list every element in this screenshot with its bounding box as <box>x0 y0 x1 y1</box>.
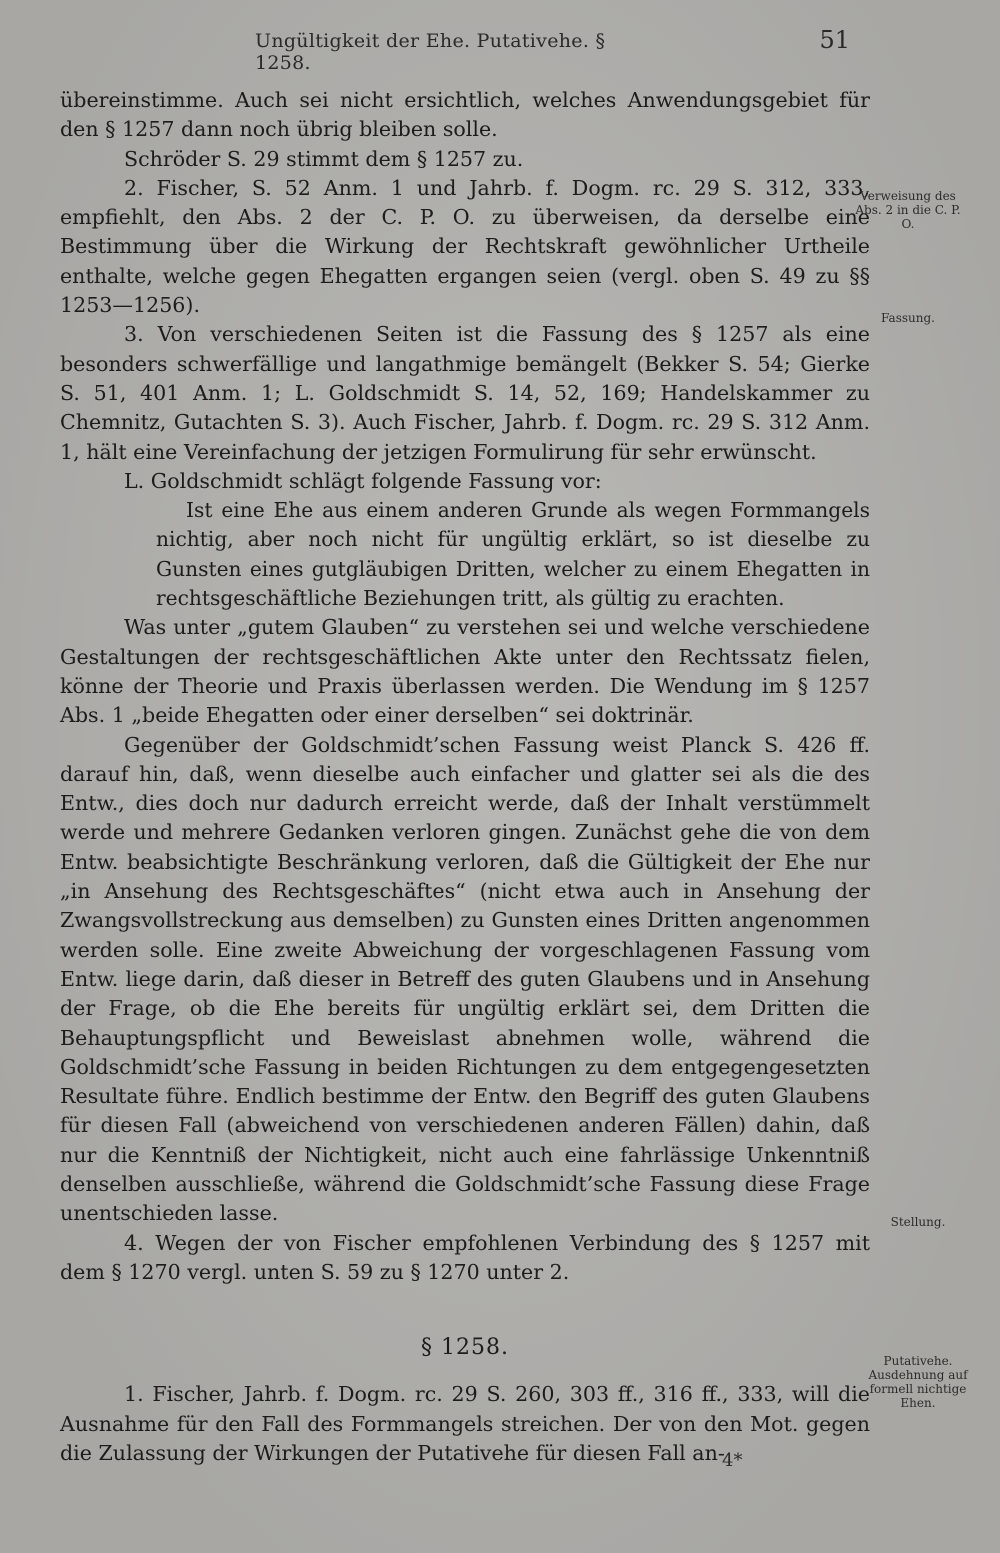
paragraph: Was unter „gutem Glauben“ zu verstehen sei und welche verschiedene Gestaltungen der rechtsgeschäftlichen Akte unter den Rechtssatz fielen, könne der Theorie und Praxis überlassen werden. Die Wendung im § 1257 Abs. 1 „beide Ehegatten oder einer derselben“ sei doktrinär. <box>60 615 870 728</box>
paragraph: übereinstimme. Auch sei nicht ersichtlich, welches Anwendungsgebiet für den § 1257 dann noch übrig bleiben solle. <box>60 88 870 142</box>
margin-note-stellung: Stellung. <box>890 1215 946 1229</box>
margin-note-fassung: Fassung. <box>881 311 935 325</box>
paragraph: L. Goldschmidt schlägt folgende Fassung vor: <box>124 468 602 493</box>
paragraph: 4. Wegen der von Fischer empfohlenen Verbindung des § 1257 mit dem § 1270 vergl. unten S. 59 zu § 1270 unter 2. <box>60 1230 870 1284</box>
paragraph: 1. Fischer, Jahrb. f. Dogm. rc. 29 S. 260, 303 ff., 316 ff., 333, will die Ausnahme für den Fall des Formmangels streichen. Der von den Mot. gegen die Zulassung der Wirkungen der Putativehe für diesen Fall an- <box>60 1382 870 1466</box>
paragraph: 2. Fischer, S. 52 Anm. 1 und Jahrb. f. Dogm. rc. 29 S. 312, 333, empfiehlt, den Abs. 2 der C. P. O. zu überweisen, da derselbe eine Bestimmung über die Wirkung der Rechtskraft gewöhnlicher Urtheile enthalte, welche gegen Ehegatten ergangen seien (vergl. oben S. 49 zu §§ 1253—1256). <box>60 175 870 318</box>
margin-note-putativehe: Putativehe. Ausdehnung auf formell nichtige Ehen. <box>868 1354 968 1410</box>
quoted-proposal: Ist eine Ehe aus einem anderen Grunde als wegen Formmangels nichtig, aber noch nicht für ungültig erklärt, so ist dieselbe zu Gunsten eines gutgläubigen Dritten, welcher zu einem Ehegatten in rechtsgeschäftliche Beziehungen tritt, als gültig zu erachten. <box>156 498 870 611</box>
margin-note-verweisung: Verweisung des Abs. 2 in die C. P. O. <box>855 189 961 231</box>
paragraph: Gegenüber der Goldschmidt’schen Fassung weist Planck S. 426 ff. darauf hin, daß, wenn dieselbe auch einfacher und glatter sei als die des Entw., dies doch nur dadurch erreicht werde, daß der Inhalt verstümmelt werde und mehrere Gedanken verloren gingen. Zunächst gehe die von dem Entw. beabsichtigte Beschränkung verloren, daß die Gültigkeit der Ehe nur „in Ansehung des Rechtsgeschäftes“ (nicht etwa auch in Ansehung der Zwangsvollstreckung aus demselben) zu Gunsten eines Dritten angenommen werden solle. Eine zweite Abweichung der vorgeschlagenen Fassung vom Entw. liege darin, daß dieser in Betreff des guten Glaubens und in Ansehung der Frage, ob die Ehe bereits für ungültig erklärt sei, dem Dritten die Behauptungspflicht und Beweislast abnehmen wolle, während die Goldschmidt’sche Fassung in beiden Richtungen zu dem entgegengesetzten Resultate führe. Endlich bestimme der Entw. den Begriff des guten Glaubens für diesen Fall (abweichend von verschiedenen anderen Fällen) dahin, daß nur die Kenntniß der Nichtigkeit, nicht auch eine fahrlässige Unkenntniß denselben ausschließe, während die Goldschmidt’sche Fassung diese Frage unentschieden lasse. <box>60 732 870 1226</box>
paragraph: Schröder S. 29 stimmt dem § 1257 zu. <box>124 146 524 171</box>
page-number: 51 <box>819 26 850 54</box>
main-text <box>60 86 870 1468</box>
signature-mark: 4* <box>722 1450 743 1471</box>
section-heading: § 1258. <box>421 1335 509 1361</box>
paragraph: 3. Von verschiedenen Seiten ist die Fassung des § 1257 als eine besonders schwerfällige und langathmige bemängelt (Bekker S. 54; Gierke S. 51, 401 Anm. 1; L. Goldschmidt S. 14, 52, 169; Handelskammer zu Chemnitz, Gutachten S. 3). Auch Fischer, Jahrb. f. Dogm. rc. 29 S. 312 Anm. 1, hält eine Vereinfachung der jetzigen Formulirung für sehr erwünscht. <box>60 322 870 464</box>
running-title: Ungültigkeit der Ehe. Putativehe. § 1258. <box>255 30 606 74</box>
